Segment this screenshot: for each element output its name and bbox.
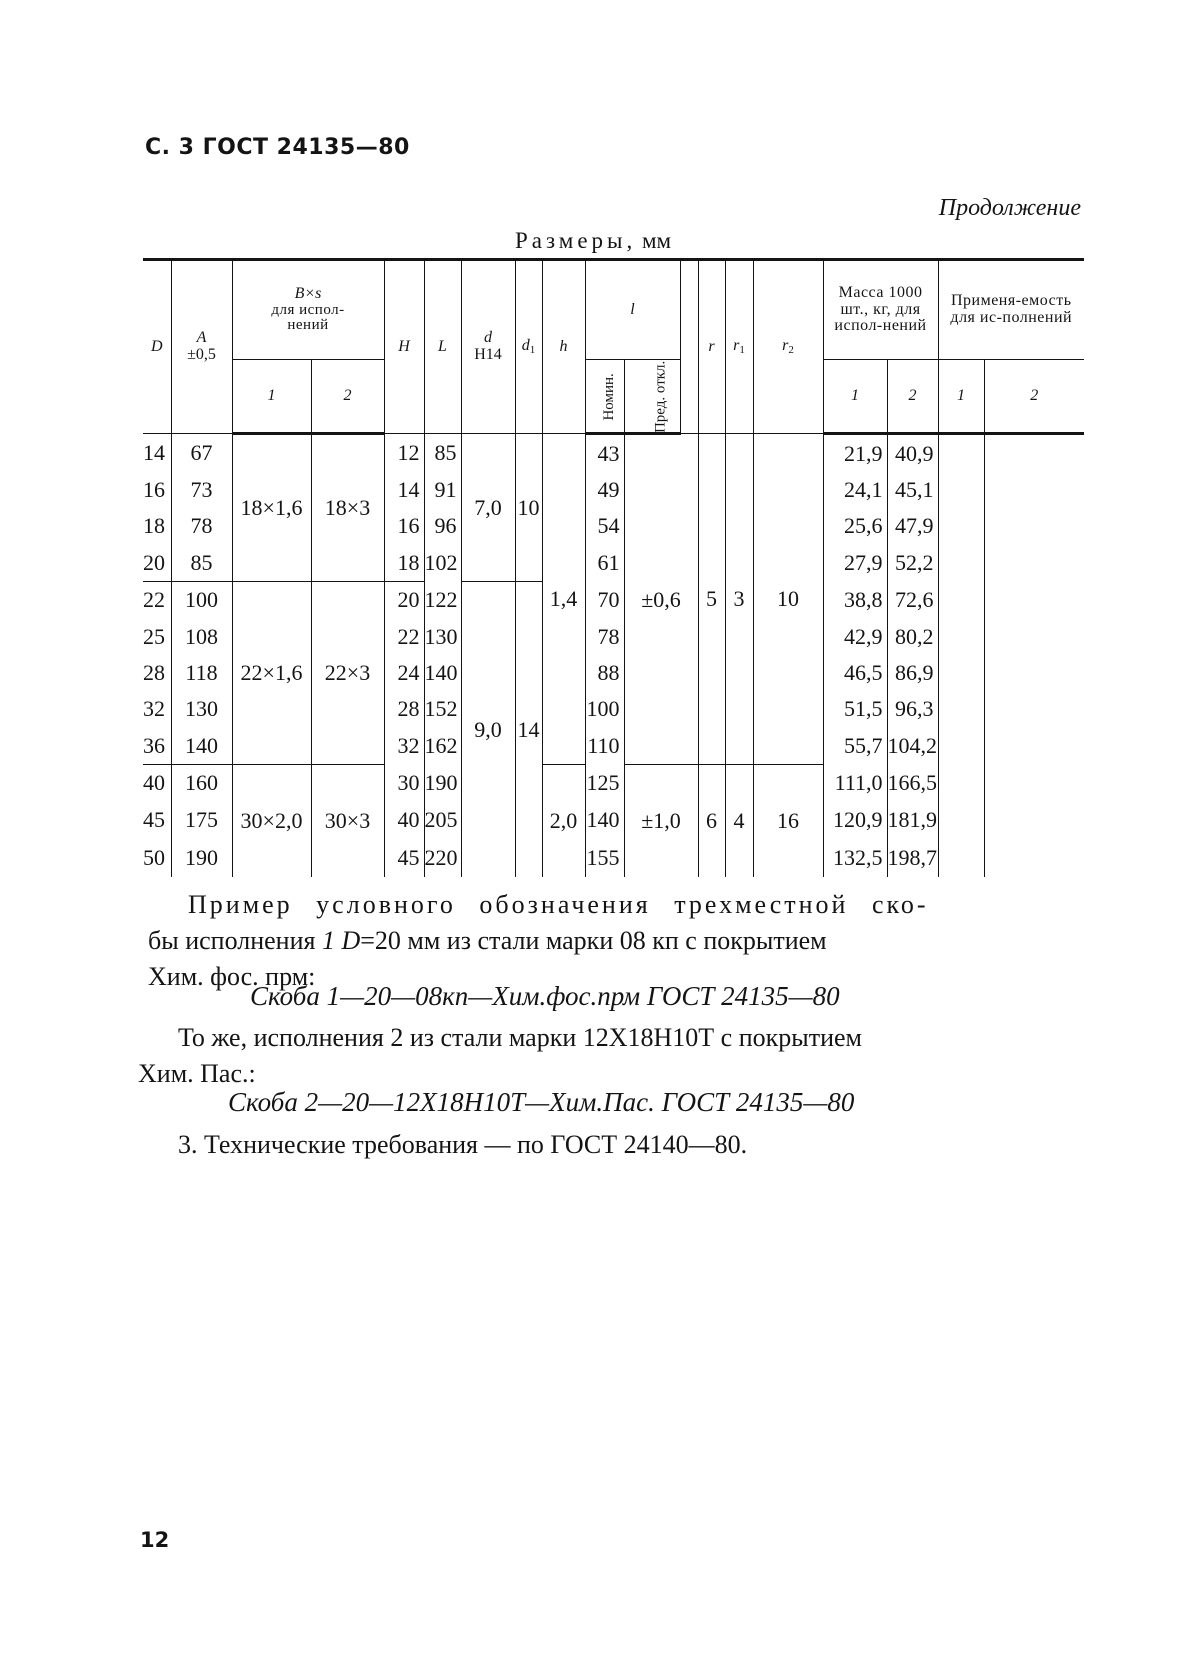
cell-A: 100 [171, 581, 232, 618]
cell-mass2: 166,5 [887, 764, 938, 801]
cell-l: 49 [585, 471, 624, 507]
header-A [171, 260, 232, 434]
cell-mass1: 46,5 [823, 654, 887, 690]
cell-A: 175 [171, 801, 232, 837]
page-number: 12 [140, 1528, 170, 1552]
cell-D: 50 [143, 844, 165, 870]
paragraph-line: Пример условного обозначения трехместной ско- [188, 890, 929, 919]
cell-d1-group1: 10 [515, 434, 542, 582]
cell-mass2: 181,9 [887, 801, 938, 837]
cell-l: 110 [585, 727, 624, 764]
cell-L: 152 [424, 691, 461, 727]
cell-l: 125 [585, 764, 624, 801]
header-r2 [753, 260, 823, 434]
cell-mass2: 72,6 [887, 581, 938, 618]
caption-unit: мм [641, 228, 672, 253]
header-d1-label: d [521, 336, 530, 354]
paragraph-line: Хим. Пас.: [138, 1059, 256, 1088]
cell-mass2: 80,2 [887, 618, 938, 654]
header-Bxs-2: 2 [311, 360, 384, 434]
cell-H: 16 [384, 508, 424, 544]
cell-A: 85 [171, 544, 232, 581]
cell-r1-group2: 4 [725, 764, 753, 877]
cell-D: 22 [143, 587, 165, 613]
cell-H: 30 [384, 764, 424, 801]
cell-l: 100 [585, 691, 624, 727]
cell-D: 45 [143, 806, 165, 832]
cell-D: 36 [143, 727, 171, 764]
designation-example-paragraph-2 [138, 1020, 1068, 1092]
cell-L: 102 [424, 544, 461, 581]
cell-L: 190 [424, 764, 461, 801]
cell-A: 190 [171, 837, 232, 877]
header-r1-label: r [733, 336, 740, 354]
header-Bxs-label: B×s [294, 284, 322, 302]
cell-mass2: 45,1 [887, 471, 938, 507]
cell-H: 28 [384, 691, 424, 727]
designation-example-paragraph [148, 887, 1068, 995]
header-spacer [680, 260, 698, 434]
paragraph-line: То же, исполнения 2 из стали марки 12Х18Н10Т с покрытием [178, 1023, 863, 1052]
cell-appl1 [938, 434, 984, 878]
cell-l: 78 [585, 618, 624, 654]
cell-Bxs2-group2: 22×3 [311, 581, 384, 764]
cell-L: 140 [424, 654, 461, 690]
cell-D: 16 [143, 477, 165, 503]
cell-appl2 [984, 434, 1084, 878]
header-r1-sub: 1 [739, 343, 745, 356]
cell-mass2: 52,2 [887, 544, 938, 581]
cell-r1-group1: 3 [725, 434, 753, 765]
table-row [143, 434, 1084, 472]
cell-D: 32 [143, 696, 165, 722]
cell-mass1: 111,0 [823, 764, 887, 801]
cell-D: 40 [143, 770, 165, 796]
cell-d1-group23: 14 [515, 581, 542, 877]
cell-H: 22 [384, 618, 424, 654]
cell-d-group1: 7,0 [461, 434, 515, 582]
cell-H: 40 [384, 801, 424, 837]
cell-mass2: 96,3 [887, 691, 938, 727]
cell-mass1: 25,6 [823, 508, 887, 544]
cell-mass1: 21,9 [823, 434, 887, 472]
cell-A: 108 [171, 618, 232, 654]
designation-example-1: Скоба 1—20—08кп—Хим.фос.прм ГОСТ 24135—80 [250, 981, 840, 1011]
paragraph-fragment-italic: 1 D [321, 926, 361, 955]
cell-l: 61 [585, 544, 624, 581]
paragraph-fragment: бы исполнения [148, 926, 322, 955]
cell-r2-group2: 16 [753, 764, 823, 877]
header-mass-2: 2 [887, 360, 938, 434]
cell-L: 220 [424, 837, 461, 877]
cell-d-group23: 9,0 [461, 581, 515, 877]
paragraph-line [148, 923, 1068, 959]
cell-H: 20 [384, 581, 424, 618]
cell-H: 32 [384, 727, 424, 764]
table-header-row-1 [143, 260, 1084, 360]
header-mass: Масса 1000 шт., кг, для испол-нений [823, 260, 938, 360]
header-mass-1: 1 [823, 360, 887, 434]
cell-Bxs1-group2: 22×1,6 [232, 581, 311, 764]
cell-r-group1: 5 [698, 434, 725, 765]
cell-L: 122 [424, 581, 461, 618]
cell-l: 140 [585, 801, 624, 837]
header-d1 [515, 260, 542, 434]
header-d-fit: H14 [474, 346, 502, 363]
technical-requirements-line: 3. Технические требования — по ГОСТ 24140—80. [178, 1130, 748, 1159]
cell-H: 14 [384, 471, 424, 507]
cell-H: 12 [384, 434, 424, 472]
header-Bxs-sub: для испол-нений [271, 301, 345, 334]
cell-mass1: 42,9 [823, 618, 887, 654]
cell-mass1: 51,5 [823, 691, 887, 727]
caption-text: Размеры, [515, 228, 637, 253]
cell-h-group1: 1,4 [542, 434, 585, 765]
cell-mass1: 120,9 [823, 801, 887, 837]
cell-A: 67 [171, 434, 232, 472]
cell-D: 18 [143, 513, 165, 539]
document-header: С. 3 ГОСТ 24135—80 [145, 135, 410, 160]
header-l-dev [624, 360, 680, 434]
cell-A: 118 [171, 654, 232, 690]
cell-H: 18 [384, 544, 424, 581]
cell-mass2: 198,7 [887, 837, 938, 877]
cell-dev-group1: ±0,6 [624, 434, 698, 765]
cell-L: 96 [424, 508, 461, 544]
cell-L: 162 [424, 727, 461, 764]
header-d [461, 260, 515, 434]
cell-l: 54 [585, 508, 624, 544]
cell-r2-group1: 10 [753, 434, 823, 765]
cell-L: 130 [424, 618, 461, 654]
cell-A: 130 [171, 691, 232, 727]
table-header-row-2 [143, 360, 1084, 434]
header-l-nom-text: Номин. [600, 372, 617, 421]
dimensions-table [143, 258, 1084, 877]
paragraph-fragment: =20 мм из стали марки 08 кп с покрытием [360, 926, 827, 955]
header-A-label: A [196, 329, 207, 347]
cell-L: 91 [424, 471, 461, 507]
cell-mass1: 24,1 [823, 471, 887, 507]
cell-mass1: 55,7 [823, 727, 887, 764]
continuation-label: Продолжение [938, 195, 1081, 221]
header-appl-2: 2 [984, 360, 1084, 434]
cell-Bxs1-group3: 30×2,0 [232, 764, 311, 877]
cell-mass1: 38,8 [823, 581, 887, 618]
header-Bxs-1: 1 [232, 360, 311, 434]
cell-D: 28 [143, 659, 165, 685]
cell-A: 140 [171, 727, 232, 764]
header-d1-sub: 1 [529, 343, 536, 356]
header-L: L [424, 260, 461, 434]
header-r2-label: r [782, 336, 789, 354]
header-d-label: d [484, 329, 492, 347]
header-A-tolerance: ±0,5 [187, 346, 216, 363]
cell-l: 70 [585, 581, 624, 618]
header-l-nom [585, 360, 624, 434]
cell-l: 43 [585, 434, 624, 472]
header-r2-sub: 2 [788, 343, 794, 356]
cell-D: 14 [143, 440, 165, 466]
cell-Bxs2-group3: 30×3 [311, 764, 384, 877]
paragraph-line: Хим. фос. прм: [148, 962, 316, 991]
header-r1 [725, 260, 753, 434]
cell-mass1: 27,9 [823, 544, 887, 581]
cell-l: 155 [585, 837, 624, 877]
cell-h-group2: 2,0 [542, 764, 585, 877]
designation-example-2: Скоба 2—20—12Х18Н10Т—Хим.Пас. ГОСТ 24135—80 [228, 1087, 855, 1117]
header-h: h [542, 260, 585, 434]
cell-H: 24 [384, 654, 424, 690]
cell-A: 73 [171, 471, 232, 507]
cell-Bxs2-group1: 18×3 [311, 434, 384, 582]
header-applicability: Применя-емость для ис-полнений [938, 260, 1084, 360]
cell-D: 20 [143, 544, 171, 581]
header-l-dev-text: Пред. откл. [651, 360, 668, 433]
cell-A: 78 [171, 508, 232, 544]
cell-dev-group2: ±1,0 [624, 764, 698, 877]
cell-l: 88 [585, 654, 624, 690]
header-Bxs [232, 260, 384, 360]
header-r: r [698, 260, 725, 434]
header-H: H [384, 260, 424, 434]
cell-r-group2: 6 [698, 764, 725, 877]
cell-mass2: 47,9 [887, 508, 938, 544]
cell-L: 205 [424, 801, 461, 837]
cell-mass1: 132,5 [823, 837, 887, 877]
cell-mass2: 40,9 [887, 434, 938, 472]
table-caption [515, 228, 671, 254]
cell-H: 45 [384, 837, 424, 877]
header-D: D [143, 260, 171, 434]
header-l: l [585, 260, 680, 360]
cell-A: 160 [171, 764, 232, 801]
cell-mass2: 86,9 [887, 654, 938, 690]
cell-L: 85 [424, 434, 461, 472]
cell-mass2: 104,2 [887, 727, 938, 764]
cell-Bxs1-group1: 18×1,6 [232, 434, 311, 582]
cell-D: 25 [143, 623, 165, 649]
header-appl-1: 1 [938, 360, 984, 434]
